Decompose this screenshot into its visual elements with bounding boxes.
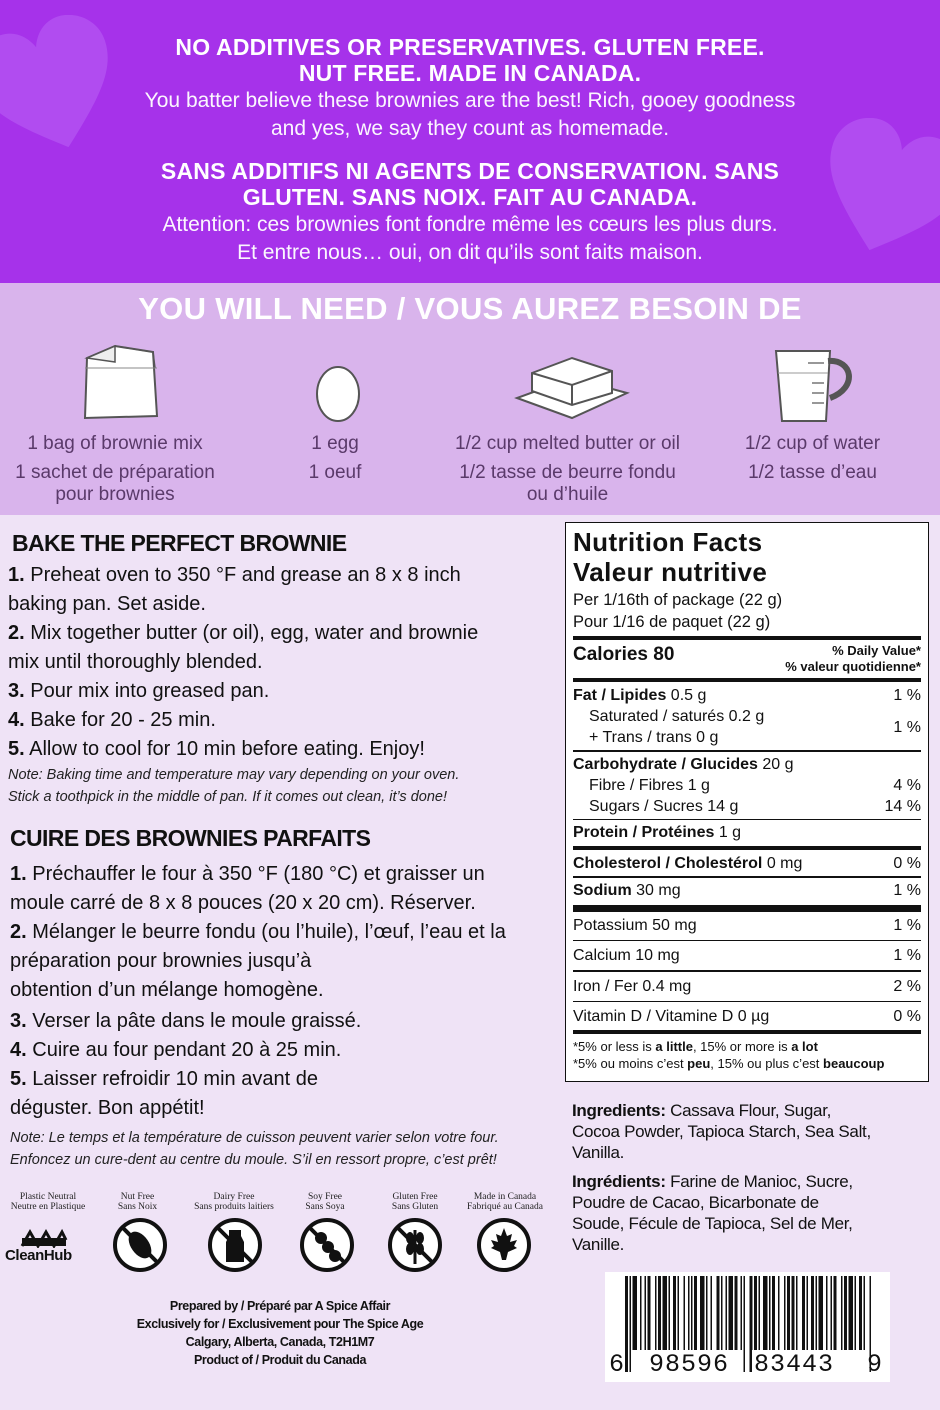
you-will-need-section <box>0 283 940 515</box>
need-item-water <box>720 433 905 484</box>
barcode-bar <box>735 1276 738 1350</box>
cleanhub-label: CleanHub <box>5 1247 72 1264</box>
need-item-brownie-mix <box>10 433 220 506</box>
barcode-bar <box>759 1276 761 1350</box>
headline-fr-1: SANS ADDITIFS NI AGENTS DE CONSERVATION. SANS <box>160 158 780 184</box>
step-5-fr-cont: déguster. Bon appétit! <box>10 1097 205 1119</box>
ingredients-en: Ingredients: Cassava Flour, Sugar, Cocoa Powder, Tapioca Starch, Sea Salt, Vanilla. <box>572 1101 871 1162</box>
nf-row-saturated: Saturated / saturés 0.2 g + Trans / trans 0 g 1 % <box>589 708 921 746</box>
you-will-need-title: YOU WILL NEED / VOUS AUREZ BESOIN DE <box>138 291 802 326</box>
badge-gluten-free: Gluten Free Sans Gluten <box>391 1192 439 1212</box>
nf-row-fat: Fat / Lipides 0.5 g 1 % <box>573 687 921 704</box>
badge-made-in-canada: Made in Canada Fabriqué au Canada <box>467 1192 543 1212</box>
prepared-by: Prepared by / Préparé par A Spice Affair Exclusively for / Exclusivement pour The Spice Age Calgary, Alberta, Canada, T2H1M7 Product of / Produit du Canada <box>136 1299 424 1367</box>
barcode-bar <box>826 1276 828 1350</box>
step-1-en: 1. Preheat oven to 350 °F and grease an 8 x 8 inch <box>8 564 461 586</box>
barcode-bar <box>673 1276 676 1350</box>
barcode-bar <box>778 1276 780 1350</box>
badge-soy-free: Soy Free Sans Soya <box>305 1192 345 1212</box>
barcode-bar <box>864 1276 866 1350</box>
step-4-fr: 4. Cuire au four pendant 20 à 25 min. <box>10 1039 342 1061</box>
nf-title-en: Nutrition Facts <box>573 527 763 557</box>
barcode-bar <box>688 1276 690 1350</box>
need-item-fr-2: ou d’huile <box>526 484 609 505</box>
step-1-fr: 1. Préchauffer le four à 350 °F (180 °C) et graisser un <box>10 863 485 885</box>
dairy-free-icon <box>206 1216 264 1274</box>
nf-row-cholesterol: Cholesterol / Cholestérol 0 mg 0 % <box>573 855 921 872</box>
nf-divider <box>573 1001 921 1003</box>
barcode-bar <box>717 1276 720 1350</box>
note-fr-2: Enfoncez un cure-dent au centre du moule. S’il en ressort propre, c’est prêt! <box>10 1152 497 1168</box>
step-3-en: 3. Pour mix into greased pan. <box>8 680 270 702</box>
nf-divider <box>573 846 921 850</box>
barcode-bar <box>721 1276 723 1350</box>
nf-divider <box>573 876 921 878</box>
badge-plastic-neutral: Plastic Neutral Neutre en Plastique <box>10 1192 86 1212</box>
step-2-fr-cont2: obtention d’un mélange homogène. <box>10 979 324 1001</box>
nf-calories: Calories 80 <box>573 644 675 665</box>
tagline-fr-2: Et entre nous… oui, on dit qu’ils sont faits maison. <box>237 241 703 264</box>
barcode-bar <box>633 1276 638 1350</box>
need-item-en: 1 egg <box>311 433 359 454</box>
barcode-bar <box>729 1276 734 1350</box>
barcode-bar <box>741 1276 743 1350</box>
nf-row-vitamin-d: Vitamin D / Vitamine D 0 µg 0 % <box>573 1008 921 1025</box>
bake-en-steps <box>8 561 553 808</box>
barcode-digits-left: 98596 <box>649 1350 730 1379</box>
badge-nut-free: Nut Free Sans Noix <box>117 1192 158 1212</box>
barcode-bar <box>678 1276 680 1350</box>
nf-divider <box>573 1030 921 1034</box>
need-item-fr-2: pour brownies <box>55 484 175 505</box>
nf-row-sodium: Sodium 30 mg 1 % <box>573 881 921 899</box>
need-item-fr-1: 1 sachet de préparation <box>15 462 215 483</box>
nf-footnote: *5% or less is a little, 15% or more is a lot *5% ou moins c’est peu, 15% ou plus c’est beaucoup <box>573 1039 885 1071</box>
nf-serving-en: Per 1/16th of package (22 g) <box>573 591 783 609</box>
barcode-bar <box>648 1276 651 1350</box>
barcode-bar <box>694 1276 697 1350</box>
barcode-bar <box>831 1276 833 1350</box>
step-4-en: 4. Bake for 20 - 25 min. <box>8 709 216 731</box>
tagline-en-1: You batter believe these brownies are the best! Rich, gooey goodness <box>144 89 796 112</box>
barcode-digit-lead: 6 <box>609 1350 625 1379</box>
note-en-2: Stick a toothpick in the middle of pan. If it comes out clean, it’s done! <box>8 789 448 805</box>
headline-fr-2: GLUTEN. SANS NOIX. FAIT AU CANADA. <box>242 184 698 210</box>
step-2-fr: 2. Mélanger le beurre fondu (ou l’huile), l’œuf, l’eau et la <box>10 921 506 943</box>
barcode-bar <box>834 1276 837 1350</box>
nutrition-facts-table <box>565 522 929 1082</box>
note-fr-1: Note: Le temps et la température de cuisson peuvent varier selon votre four. <box>10 1130 499 1146</box>
step-1-en-cont: baking pan. Set aside. <box>8 593 206 615</box>
barcode-bar <box>849 1276 854 1350</box>
barcode-bar <box>691 1276 693 1350</box>
barcode-bar <box>807 1276 809 1350</box>
bake-fr-title: CUIRE DES BROWNIES PARFAITS <box>10 825 371 851</box>
nf-dv-en: % Daily Value* <box>832 643 921 658</box>
barcode-bar <box>844 1276 847 1350</box>
nf-divider <box>573 905 921 912</box>
barcode-bar <box>726 1276 728 1350</box>
barcode-bar <box>754 1276 757 1350</box>
barcode-bar <box>792 1276 795 1350</box>
barcode-digit-check: 9 <box>867 1350 883 1379</box>
need-item-fr-1: 1/2 tasse de beurre fondu <box>459 462 676 483</box>
need-item-butter <box>440 433 695 506</box>
soy-free-icon <box>298 1216 356 1274</box>
nf-row-iron: Iron / Fer 0.4 mg 2 % <box>573 977 921 995</box>
nf-divider <box>573 636 921 640</box>
barcode-bar <box>796 1276 798 1350</box>
headline-en-2: NUT FREE. MADE IN CANADA. <box>298 60 642 86</box>
nf-divider <box>573 940 921 942</box>
step-2-en: 2. Mix together butter (or oil), egg, water and brownie <box>8 622 479 644</box>
nf-serving-fr: Pour 1/16 de paquet (22 g) <box>573 613 771 631</box>
nf-title-fr: Valeur nutritive <box>573 557 768 587</box>
need-item-en: 1/2 cup melted butter or oil <box>455 433 680 454</box>
barcode-bar <box>769 1276 771 1350</box>
barcode-bar <box>772 1276 775 1350</box>
need-item-fr-1: 1/2 tasse d’eau <box>748 462 877 483</box>
nf-divider <box>573 819 921 821</box>
nf-divider <box>573 970 921 972</box>
need-item-en: 1/2 cup of water <box>744 433 881 454</box>
cleanhub-icon <box>20 1228 68 1248</box>
bag-icon <box>75 338 165 423</box>
barcode-bar <box>787 1276 790 1350</box>
barcode-bar <box>811 1276 814 1350</box>
tagline-fr-1: Attention: ces brownies font fondre même les cœurs les plus durs. <box>162 213 778 236</box>
barcode-bar <box>816 1276 818 1350</box>
maple-leaf-icon <box>475 1216 533 1274</box>
need-item-fr-1: 1 oeuf <box>308 462 362 483</box>
need-item-en: 1 bag of brownie mix <box>27 433 203 454</box>
nf-divider <box>573 750 921 752</box>
step-5-fr: 5. Laisser refroidir 10 min avant de <box>10 1068 318 1090</box>
barcode-bar <box>711 1276 713 1350</box>
badge-dairy-free: Dairy Free Sans produits laitiers <box>194 1192 274 1212</box>
barcode-bar <box>669 1276 671 1350</box>
nf-row-fibre: Fibre / Fibres 1 g 4 % <box>589 776 921 794</box>
barcode-bar <box>855 1276 857 1350</box>
barcode-bar <box>841 1276 843 1350</box>
top-banner <box>0 0 940 283</box>
nut-free-icon <box>111 1216 169 1274</box>
ingredients-fr: Ingrédients: Farine de Manioc, Sucre, Poudre de Cacao, Bicarbonate de Soude, Fécule de Tapioca, Sel de Mer, Vanille. <box>572 1172 853 1254</box>
nf-row-protein: Protein / Protéines 1 g <box>573 824 742 841</box>
barcode-bar <box>645 1276 647 1350</box>
nf-row-calcium: Calcium 10 mg 1 % <box>573 947 921 964</box>
note-en-1: Note: Baking time and temperature may vary depending on your oven. <box>8 767 460 783</box>
bake-en-title: BAKE THE PERFECT BROWNIE <box>12 530 347 556</box>
egg-icon <box>314 361 362 423</box>
barcode-bar <box>763 1276 768 1350</box>
step-1-fr-cont: moule carré de 8 x 8 pouces (20 x 20 cm). Réserver. <box>10 892 476 914</box>
barcode-bar <box>684 1276 686 1350</box>
nf-row-carb: Carbohydrate / Glucides 20 g <box>573 755 794 773</box>
step-2-en-cont: mix until thoroughly blended. <box>8 651 263 673</box>
tagline-en-2: and yes, we say they count as homemade. <box>270 117 670 140</box>
step-2-fr-cont: préparation pour brownies jusqu’à <box>10 950 312 972</box>
nf-row-potassium: Potassium 50 mg 1 % <box>573 916 921 934</box>
nf-divider <box>573 678 921 682</box>
barcode-bar <box>784 1276 786 1350</box>
headline-en-1: NO ADDITIVES OR PRESERVATIVES. GLUTEN FREE. <box>175 34 765 60</box>
barcode-bar <box>802 1276 805 1350</box>
nf-row-sugars: Sugars / Sucres 14 g 14 % <box>589 797 921 815</box>
need-item-egg <box>270 433 400 484</box>
nf-dv-fr: % valeur quotidienne* <box>785 659 921 674</box>
barcode-bar <box>658 1276 661 1350</box>
barcode-digits <box>605 1350 890 1380</box>
measuring-cup-icon <box>768 343 863 425</box>
bake-fr-steps <box>10 860 555 1171</box>
gluten-free-icon <box>386 1216 444 1274</box>
barcode-digits-right: 83443 <box>754 1350 835 1379</box>
barcode-bar <box>706 1276 708 1350</box>
barcode-bar <box>655 1276 657 1350</box>
nf-calories-row <box>573 643 921 675</box>
barcode-bar <box>859 1276 862 1350</box>
barcode-bar <box>819 1276 824 1350</box>
barcode-bar <box>640 1276 642 1350</box>
step-3-fr: 3. Verser la pâte dans le moule graissé. <box>10 1010 362 1032</box>
barcode-bar <box>663 1276 668 1350</box>
step-5-en: 5. Allow to cool for 10 min before eating. Enjoy! <box>8 738 425 760</box>
butter-icon <box>512 343 632 423</box>
barcode-bar <box>700 1276 705 1350</box>
